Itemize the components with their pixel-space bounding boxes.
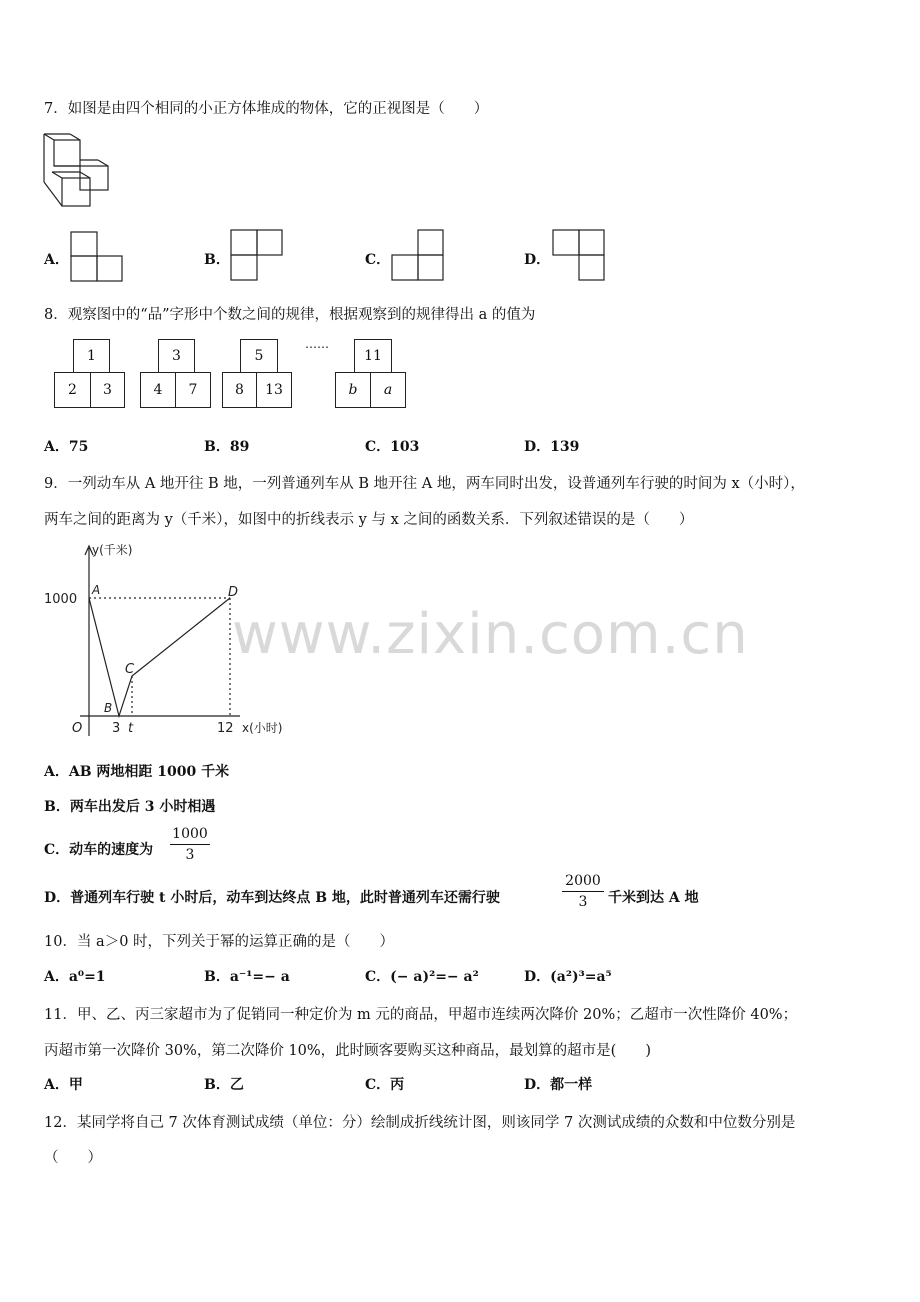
graph-x-tick-t: t — [128, 721, 134, 736]
q9-c-denominator: 3 — [185, 847, 195, 863]
q7-option-d: D． — [524, 252, 551, 268]
question-12-line-2: （ ） — [44, 1150, 102, 1166]
graph-point-d: D — [228, 585, 239, 600]
question-12-line-1: 12．某同学将自己 7 次体育测试成绩（单位：分）绘制成折线统计图，则该同学 7 次测试成绩的众数和中位数分别是 — [44, 1115, 796, 1131]
question-8-text: 8．观察图中的“品”字形中个数之间的规律，根据观察到的规律得出 a 的值为 — [44, 307, 536, 323]
q9-c-numerator: 1000 — [172, 826, 208, 842]
graph-point-c: C — [125, 662, 135, 677]
cube-stack-figure — [42, 130, 114, 210]
q10-option-c: C．(− a)²=− a² — [365, 969, 479, 985]
question-7-text: 7．如图是由四个相同的小正方体堆成的物体，它的正视图是（ ） — [44, 101, 489, 117]
pin-figure-3-left: 8 — [222, 372, 257, 408]
pin-figure-4-top: 11 — [354, 339, 392, 373]
q9-option-c-fraction — [170, 826, 210, 863]
q9-option-a: A．AB 两地相距 1000 千米 — [44, 764, 230, 780]
question-11-line-2: 丙超市第一次降价 30%，第二次降价 10%，此时顾客要购买这种商品，最划算的超市是( ) — [44, 1043, 651, 1059]
q8-option-a: A．75 — [44, 439, 89, 455]
distance-time-graph — [40, 536, 310, 746]
q10-option-d: D．(a²)³=a⁵ — [524, 969, 612, 985]
q7-option-d-figure — [552, 229, 606, 283]
fraction-bar — [562, 891, 604, 892]
question-9-line-1: 9．一列动车从 A 地开往 B 地，一列普通列车从 B 地开往 A 地，两车同时出发，设普通列车行驶的时间为 x（小时）， — [44, 476, 805, 492]
pin-figure-2-right: 7 — [175, 372, 211, 408]
graph-x-tick-3: 3 — [112, 721, 121, 736]
q9-option-b: B．两车出发后 3 小时相遇 — [44, 799, 216, 815]
q9-option-d: D．普通列车行驶 t 小时后，动车到达终点 B 地，此时普通列车还需行驶 — [44, 890, 500, 906]
question-11-line-1: 11．甲、乙、丙三家超市为了促销同一种定价为 m 元的商品，甲超市连续两次降价 20%；乙超市一次性降价 40%； — [44, 1007, 798, 1023]
graph-origin: O — [72, 721, 83, 736]
q7-option-c: C． — [365, 252, 391, 268]
question-10-text: 10．当 a＞0 时，下列关于幂的运算正确的是（ ） — [44, 934, 395, 950]
q10-option-b: B．a⁻¹=− a — [204, 969, 290, 985]
pin-figure-3-right: 13 — [256, 372, 292, 408]
q8-option-c: C．103 — [365, 439, 420, 455]
q8-option-b: B．89 — [204, 439, 250, 455]
q9-option-c: C．动车的速度为 — [44, 842, 154, 858]
q11-option-a: A．甲 — [44, 1077, 83, 1093]
q9-d-denominator: 3 — [578, 894, 588, 910]
pin-figure-1-right: 3 — [90, 372, 125, 408]
watermark: www.zixin.com.cn — [232, 602, 749, 667]
graph-x-tick-12: 12 — [217, 721, 234, 736]
q9-option-d-fraction — [562, 873, 604, 910]
graph-y-tick-1000: 1000 — [44, 592, 78, 607]
graph-point-a: A — [92, 583, 101, 597]
q7-option-b: B． — [204, 252, 230, 268]
pin-figure-1-top: 1 — [73, 339, 110, 373]
q7-option-b-figure — [230, 229, 284, 283]
q9-option-d-suffix: 千米到达 A 地 — [608, 890, 699, 906]
q11-option-b: B．乙 — [204, 1077, 244, 1093]
q7-option-c-figure — [391, 229, 445, 283]
q11-option-c: C．丙 — [365, 1077, 405, 1093]
q8-option-d: D．139 — [524, 439, 580, 455]
pin-figure-1-left: 2 — [54, 372, 91, 408]
q7-option-a: A． — [44, 252, 69, 268]
fraction-bar — [170, 844, 210, 845]
q11-option-d: D．都一样 — [524, 1077, 593, 1093]
q7-option-a-figure — [70, 231, 124, 283]
graph-y-axis-label: y(千米) — [92, 543, 133, 557]
pin-figure-ellipsis: …… — [305, 337, 329, 351]
pin-figure-4-right: a — [370, 372, 406, 408]
graph-point-b: B — [104, 701, 113, 715]
graph-x-axis-label: x(小时) — [242, 721, 283, 735]
question-9-line-2: 两车之间的距离为 y（千米），如图中的折线表示 y 与 x 之间的函数关系．下列叙述错误的是（ ） — [44, 512, 694, 528]
pin-figure-3-top: 5 — [240, 339, 278, 373]
pin-figure-4-left: b — [335, 372, 371, 408]
pin-figure-2-left: 4 — [140, 372, 176, 408]
q9-d-numerator: 2000 — [565, 873, 601, 889]
q10-option-a: A．a⁰=1 — [44, 969, 106, 985]
pin-figure-2-top: 3 — [158, 339, 195, 373]
